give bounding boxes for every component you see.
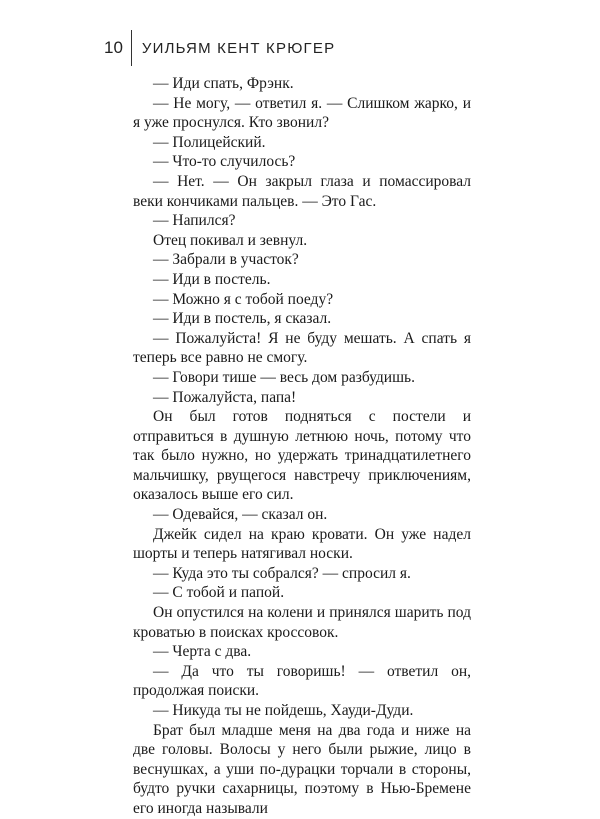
paragraph: — Черта с два. xyxy=(153,643,252,661)
paragraph: Он был готов подняться с постели и отправиться в душную летнюю ночь, потому что так было нужно, но удержать тринадцатилетнего мальчишку, рвущегося навстречу приключениям, оказалось выше его сил. xyxy=(133,408,471,504)
paragraph: — Иди спать, Фрэнк. xyxy=(153,75,294,92)
body-text xyxy=(133,74,471,819)
paragraph: — Полицейский. xyxy=(153,133,266,151)
header-divider xyxy=(131,30,132,66)
paragraph: Брат был младше меня на два года и ниже на две головы. Волосы у него были рыжие, лицо в веснушках, а уши по-дурацки торчали в стороны, будто ручки сахарницы, поэтому в Нью-Бремене его иногда называли xyxy=(133,721,471,817)
paragraph: — Пожалуйста, папа! xyxy=(153,388,297,406)
paragraph: — Можно я с тобой поеду? xyxy=(153,290,334,308)
paragraph: — С тобой и папой. xyxy=(153,584,285,602)
paragraph: — Говори тише — весь дом разбудишь. xyxy=(153,368,415,386)
paragraph: — Куда это ты собрался? — спросил я. xyxy=(153,564,411,582)
page-number: 10 xyxy=(104,38,123,57)
paragraph: Джейк сидел на краю кровати. Он уже надел шорты и теперь натягивал носки. xyxy=(133,525,471,563)
paragraph: — Что-то случилось? xyxy=(153,153,296,171)
paragraph: — Нет. — Он закрыл глаза и помассировал веки кончиками пальцев. — Это Гас. xyxy=(133,172,471,210)
paragraph: — Одевайся, — сказал он. xyxy=(153,506,328,524)
paragraph: — Никуда ты не пойдешь, Хауди-Дуди. xyxy=(153,702,414,719)
paragraph: — Не могу, — ответил я. — Слишком жарко, и я уже проснулся. Кто звонил? xyxy=(133,94,471,132)
paragraph: — Иди в постель. xyxy=(153,270,271,288)
paragraph: — Пожалуйста! Я не буду мешать. А спать я теперь все равно не смогу. xyxy=(133,329,471,367)
paragraph: Отец покивал и зевнул. xyxy=(153,231,308,249)
paragraph: — Напился? xyxy=(153,212,236,230)
running-title: УИЛЬЯМ КЕНТ КРЮГЕР xyxy=(141,39,336,57)
paragraph: — Иди в постель, я сказал. xyxy=(153,310,332,328)
paragraph: — Забрали в участок? xyxy=(153,251,299,269)
paragraph: — Да что ты говоришь! — ответил он, продолжая поиски. xyxy=(133,662,471,700)
paragraph: Он опустился на колени и принялся шарить под кроватью в поисках кроссовок. xyxy=(133,604,471,641)
running-header xyxy=(104,30,335,66)
